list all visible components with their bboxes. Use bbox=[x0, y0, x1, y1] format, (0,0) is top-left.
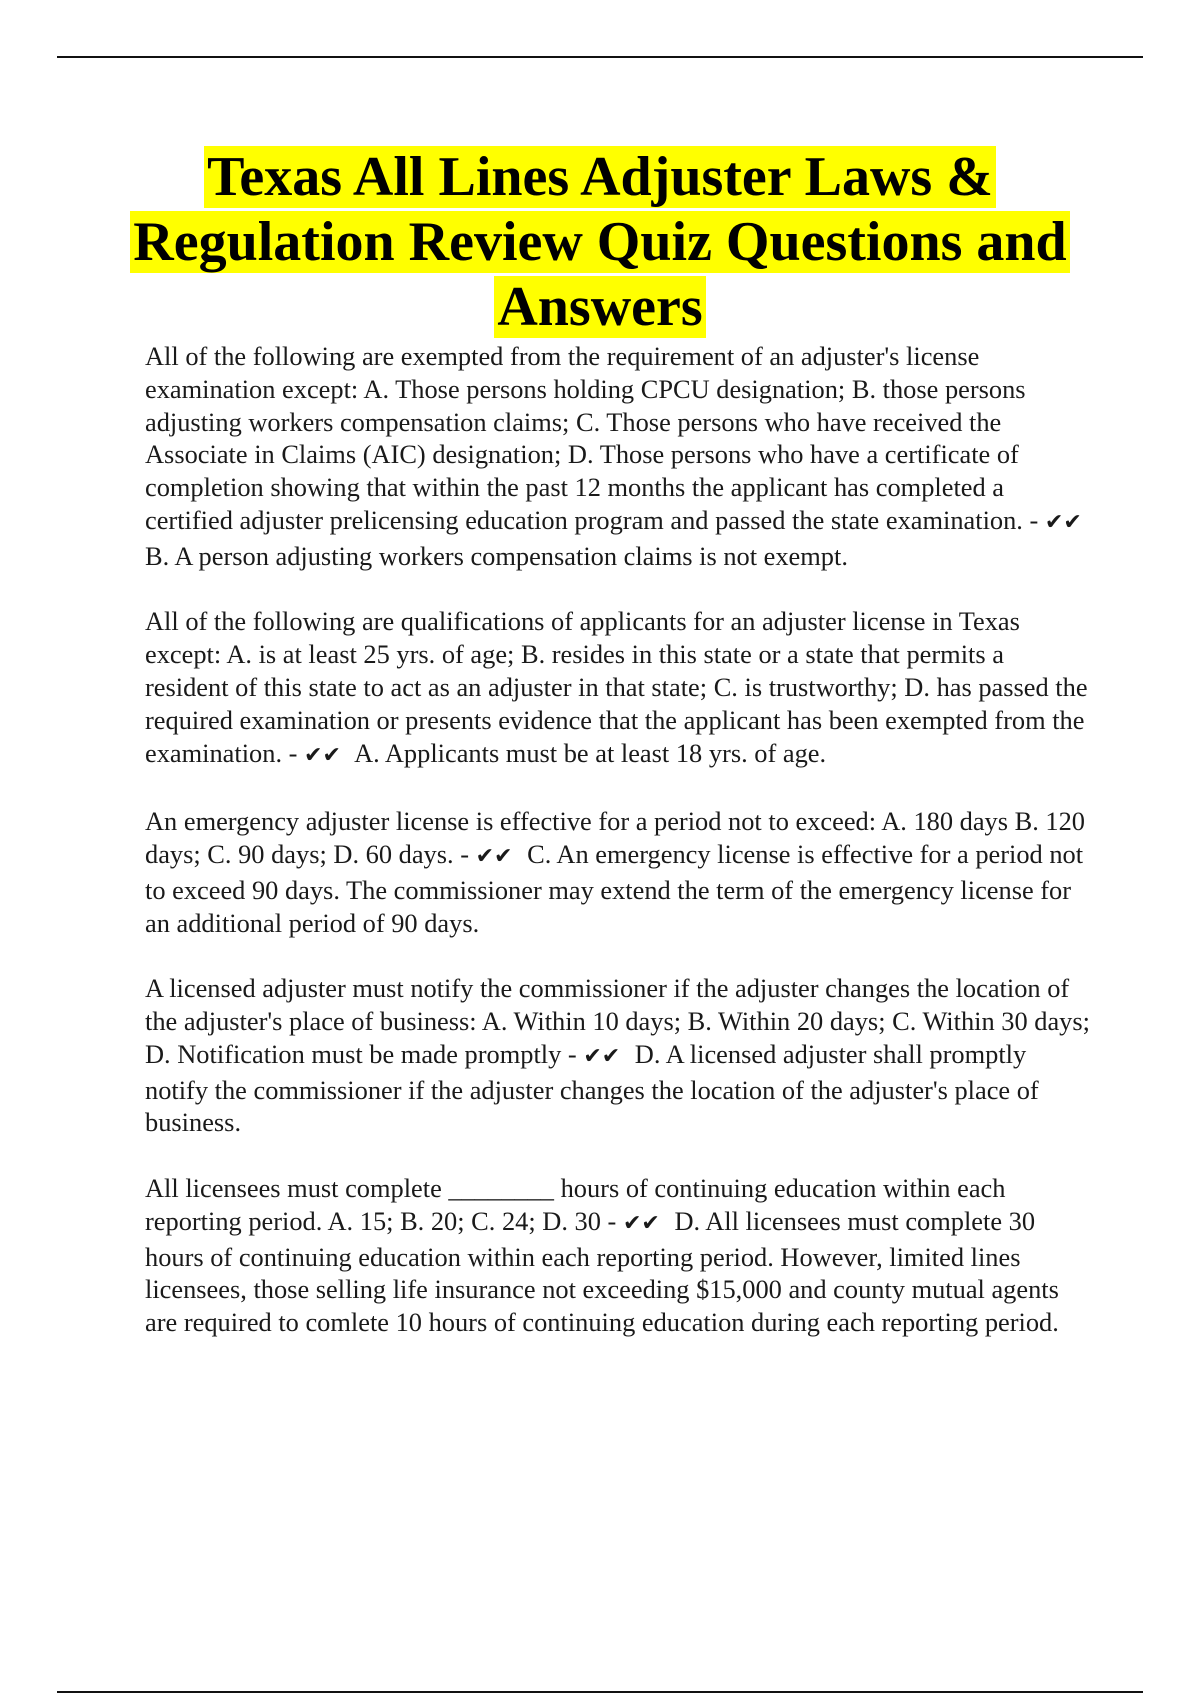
check-mark-icon: ✔✔ bbox=[622, 1210, 660, 1236]
check-mark-icon: ✔✔ bbox=[583, 1043, 621, 1069]
bottom-rule bbox=[57, 1691, 1143, 1693]
answer-text: A. Applicants must be at least 18 yrs. of age. bbox=[354, 737, 827, 768]
check-mark-icon: ✔✔ bbox=[304, 742, 341, 768]
qa-item-1 bbox=[145, 340, 1090, 573]
qa-item-3 bbox=[145, 805, 1090, 939]
title-highlight: Texas All Lines Adjuster Laws & Regulation Review Quiz Questions and Answers bbox=[130, 146, 1069, 338]
qa-list bbox=[145, 340, 1090, 1372]
question-text: All of the following are exempted from the requirement of an adjuster's license examination except: A. Those persons holding CPCU designation; B. those persons adjusting workers compensation claims; C. Those persons who have received the Associate in Claims (AIC) designation; D. Those persons who have a certificate of completion showing that within the past 12 months the applicant has completed a certified adjuster prelicensing education program and passed the state examination. - bbox=[145, 341, 1039, 535]
document-title bbox=[100, 145, 1100, 340]
top-rule bbox=[57, 56, 1143, 58]
answer-text: D. A licensed adjuster shall promptly notify the commissioner if the adjuster changes the location of the adjuster's place of business. bbox=[145, 1038, 1039, 1138]
question-text: All of the following are qualifications of applicants for an adjuster license in Texas except: A. is at least 25 yrs. of age; B. resides in this state or a state that permits a resident of this state to act as an adjuster in that state; C. is trustworthy; D. has passed the required examination or presents evidence that the applicant has been exempted from the examination. - bbox=[145, 606, 1088, 768]
answer-text: C. An emergency license is effective for a period not to exceed 90 days. The commissioner may extend the term of the emergency license for an additional period of 90 days. bbox=[145, 838, 1084, 938]
question-text: An emergency adjuster license is effective for a period not to exceed: A. 180 days B. 120 days; C. 90 days; D. 60 days. - bbox=[145, 806, 1085, 869]
check-mark-icon: ✔✔ bbox=[475, 843, 513, 869]
question-text: All licensees must complete ________ hours of continuing education within each reporting period. A. 15; B. 20; C. 24; D. 30 - bbox=[145, 1172, 1006, 1236]
qa-item-4 bbox=[145, 972, 1090, 1139]
check-mark-icon: ✔✔ bbox=[1044, 509, 1082, 535]
qa-item-5 bbox=[145, 1172, 1090, 1339]
question-text: A licensed adjuster must notify the commissioner if the adjuster changes the location of the adjuster's place of business: A. Within 10 days; B. Within 20 days; C. Within 30 days; D. Notification must be made promptly - bbox=[145, 973, 1090, 1069]
answer-text: D. All licensees must complete 30 hours of continuing education within each reporting period. However, limited lines licensees, those selling life insurance not exceeding $15,000 and county mutual agents are required to comlete 10 hours of continuing education during each reporting period. bbox=[145, 1205, 1059, 1338]
answer-text: B. A person adjusting workers compensation claims is not exempt. bbox=[145, 540, 848, 571]
qa-item-2 bbox=[145, 605, 1090, 772]
